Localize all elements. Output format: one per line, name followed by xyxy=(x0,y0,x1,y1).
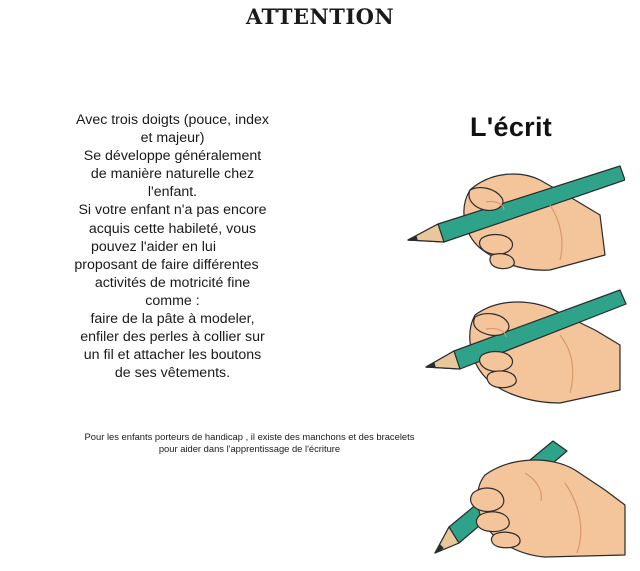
hand-holding-pencil-icon xyxy=(425,435,630,560)
text-line: un fil et attacher les boutons xyxy=(83,347,262,364)
text-line: et majeur) xyxy=(140,130,205,147)
text-line: Avec trois doigts (pouce, index xyxy=(76,112,269,128)
instruction-text xyxy=(25,111,320,382)
text-line: faire de la pâte à modeler, xyxy=(90,311,255,328)
text-line: de manière naturelle chez xyxy=(90,166,255,183)
page-title: ATTENTION xyxy=(245,4,395,29)
text-line: l'enfant. xyxy=(147,184,198,201)
text-line: Si votre enfant n'a pas encore xyxy=(78,202,267,219)
footnote-line: Pour les enfants porteurs de handicap , il existe des manchons et des bracelets xyxy=(84,431,415,442)
illustration-heading: L'écrit xyxy=(470,112,553,142)
text-line: pouvez l'aider en lui xyxy=(91,238,216,255)
text-line: activités de motricité fine xyxy=(94,274,251,291)
text-line: enfiler des perles à collier sur xyxy=(80,329,265,346)
text-line: proposant de faire différentes xyxy=(74,256,259,273)
text-line: acquis cette habileté, vous xyxy=(88,220,257,237)
text-line: Se développe généralement xyxy=(83,148,262,165)
text-line: de ses vêtements. xyxy=(114,365,231,382)
footnote xyxy=(12,431,487,456)
text-line: comme : xyxy=(145,292,200,309)
footnote-line: pour aider dans l'apprentissage de l'écriture xyxy=(158,443,341,455)
hand-holding-pencil-icon xyxy=(420,285,630,405)
hand-holding-pencil-icon xyxy=(400,160,625,275)
